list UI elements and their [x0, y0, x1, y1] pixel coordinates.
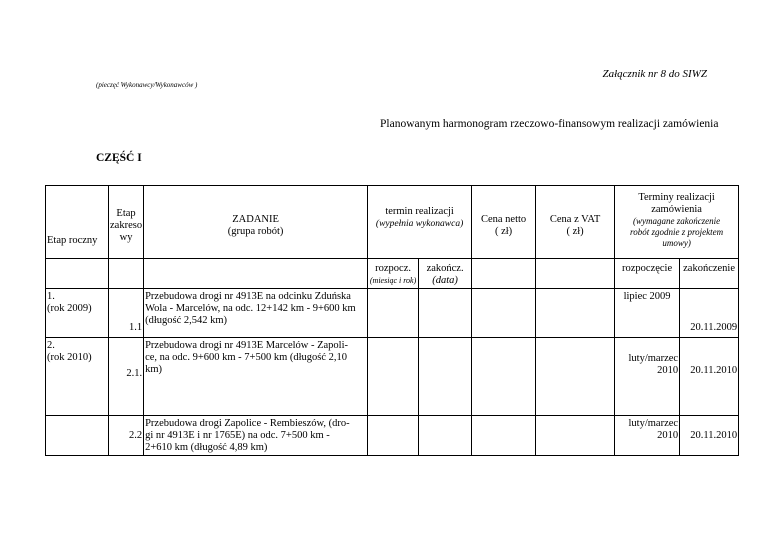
header-zakonczenie: zakończenie	[680, 259, 739, 289]
table-row	[46, 338, 739, 416]
row-end: 20.11.2010	[680, 338, 739, 416]
subheader-row	[46, 259, 739, 289]
row-task: Przebudowa drogi Zapolice - Rembieszów, (dro- gi nr 4913E i nr 1765E) na odc. 7+500 km - 2+610 km (długość 4,89 km)	[144, 416, 368, 456]
row-start: luty/marzec 2010	[615, 338, 680, 416]
header-terminy: Terminy realizacji zamówienia (wymagane zakończenie robót zgodnie z projektem umowy)	[615, 186, 739, 259]
attachment-label: Załącznik nr 8 do SIWZ	[602, 68, 707, 80]
part-heading: CZĘŚĆ I	[96, 152, 142, 164]
row-end: 20.11.2009	[680, 289, 739, 338]
header-rozpocz: rozpocz. (miesiąc i rok)	[368, 259, 419, 289]
table-row	[46, 289, 739, 338]
stamp-caption: (pieczęć Wykonawcy/Wykonawców )	[96, 81, 198, 89]
table-row	[46, 416, 739, 456]
header-cena-netto: Cena netto ( zł)	[472, 186, 536, 259]
plan-title: Planowanym harmonogram rzeczowo-finansowym realizacji zamówienia	[380, 118, 719, 130]
header-zakoncz: zakończ. (data)	[419, 259, 472, 289]
row-start: lipiec 2009	[615, 289, 680, 338]
schedule-table	[45, 185, 739, 456]
row-start: luty/marzec 2010	[615, 416, 680, 456]
row-task: Przebudowa drogi nr 4913E Marcelów - Zapoli- ce, na odc. 9+600 km - 7+500 km (długość 2,10 km)	[144, 338, 368, 416]
header-row	[46, 186, 739, 259]
row-stage: 1.1	[109, 289, 144, 338]
header-zadanie: ZADANIE (grupa robót)	[144, 186, 368, 259]
row-task: Przebudowa drogi nr 4913E na odcinku Zduńska Wola - Marcelów, na odc. 12+142 km - 9+600 km (długość 2,542 km)	[144, 289, 368, 338]
row-end: 20.11.2010	[680, 416, 739, 456]
row-stage: 2.1.	[109, 338, 144, 416]
header-etap-roczny: Etap roczny	[46, 186, 109, 259]
header-cena-vat: Cena z VAT ( zł)	[536, 186, 615, 259]
header-rozpoczecie: rozpoczęcie	[615, 259, 680, 289]
header-termin: termin realizacji (wypełnia wykonawca)	[368, 186, 472, 259]
row-stage: 2.2	[109, 416, 144, 456]
header-etap-zakresowy: Etap zakreso wy	[109, 186, 144, 259]
row-year: 2. (rok 2010)	[46, 338, 109, 416]
row-year: 1. (rok 2009)	[46, 289, 109, 338]
